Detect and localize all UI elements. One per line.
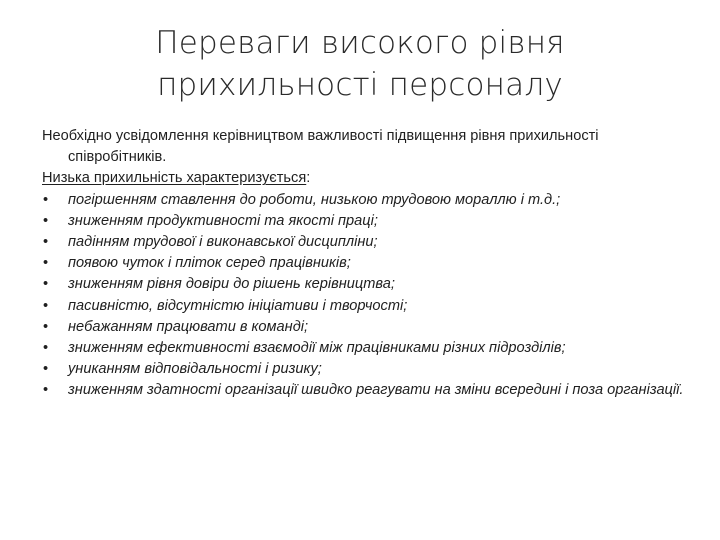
intro-paragraph: Необхідно усвідомлення керівництвом важливості підвищення рівня прихильності співробітників. — [42, 128, 599, 166]
bullet-text: зниженням ефективності взаємодії між працівниками різних підрозділів; — [68, 340, 566, 357]
low-commitment-heading-text: Низька прихильність характеризується — [42, 170, 307, 187]
list-item — [42, 274, 692, 295]
bullet-text: зниженням рівня довіри до рішень керівництва; — [68, 276, 395, 293]
list-item — [42, 338, 692, 359]
bullet-text: небажанням працювати в команді; — [68, 318, 309, 335]
bullet-icon: • — [43, 318, 49, 335]
bullet-icon: • — [43, 276, 49, 293]
bullet-text: появою чуток і пліток серед працівників; — [68, 255, 351, 272]
bullet-icon: • — [43, 382, 49, 399]
list-item — [42, 253, 692, 274]
heading-colon: : — [306, 170, 311, 187]
bullet-text: зниженням продуктивності та якості праці; — [68, 212, 378, 229]
list-item — [42, 317, 692, 338]
bullet-text: падінням трудової і виконавської дисципліни; — [68, 234, 378, 251]
bullet-icon: • — [43, 212, 49, 229]
list-item — [42, 232, 692, 253]
list-item — [42, 296, 692, 317]
low-commitment-heading — [42, 168, 692, 189]
slide-body — [42, 126, 692, 402]
bullet-icon: • — [43, 255, 49, 272]
slide-title-line-2: прихильності персоналу — [157, 67, 563, 103]
bullet-text: униканням відповідальності і ризику; — [68, 361, 322, 378]
bullet-icon: • — [43, 234, 49, 251]
list-item — [42, 359, 692, 380]
list-item — [42, 211, 692, 232]
bullet-icon: • — [43, 297, 49, 314]
bullet-icon: • — [43, 191, 49, 208]
bullet-text: погіршенням ставлення до роботи, низькою трудовою мораллю і т.д.; — [68, 191, 561, 208]
bullet-text: пасивністю, відсутністю ініціативи і творчості; — [68, 297, 408, 314]
slide-title — [60, 22, 660, 106]
slide-title-line-1: Переваги високого рівня — [155, 25, 565, 61]
bullet-icon: • — [43, 340, 49, 357]
list-item — [42, 380, 692, 401]
bullet-text: зниженням здатності організації швидко реагувати на зміни всередині і поза організації. — [68, 382, 684, 399]
bullet-icon: • — [43, 361, 49, 378]
bullet-list — [42, 190, 692, 402]
list-item — [42, 190, 692, 211]
